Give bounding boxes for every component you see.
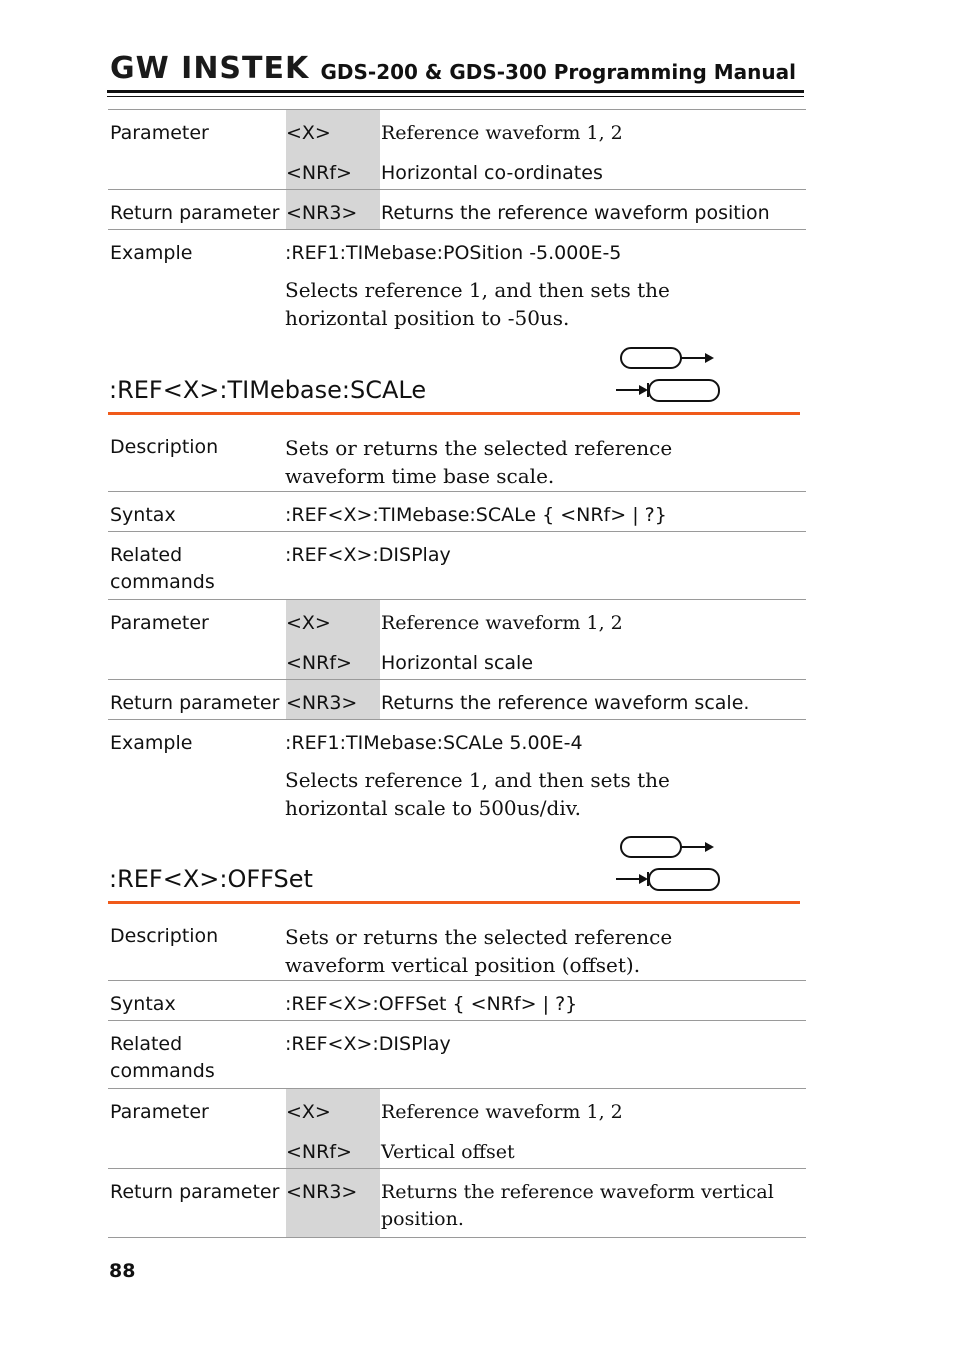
description-label: Description xyxy=(110,925,219,947)
example-description: Selects reference 1, and then sets the horizontal position to -50us. xyxy=(285,278,670,330)
position-command-table xyxy=(108,109,806,340)
parameter-label: Parameter xyxy=(110,122,209,144)
param-desc: Reference waveform 1, 2 xyxy=(381,1101,623,1123)
return-desc: Returns the reference waveform scale. xyxy=(381,692,750,714)
return-label: Return parameter xyxy=(110,692,280,714)
related-row xyxy=(108,532,806,600)
related-label: Related commands xyxy=(110,1033,215,1082)
example-label: Example xyxy=(110,732,193,754)
parameter-row xyxy=(108,1089,806,1169)
param-desc: Reference waveform 1, 2 xyxy=(381,122,623,144)
return-row xyxy=(108,1169,806,1238)
brand-logo: GW INSTEK xyxy=(110,51,310,86)
return-row xyxy=(108,190,806,230)
header-rule-thin xyxy=(107,96,804,97)
syntax-label: Syntax xyxy=(110,504,176,526)
parameter-row xyxy=(108,600,806,680)
syntax-text: :REF<X>:TIMebase:SCALe { <NRf> | ?} xyxy=(285,504,667,526)
syntax-text: :REF<X>:OFFSet { <NRf> | ?} xyxy=(285,993,578,1015)
related-label: Related commands xyxy=(110,544,215,593)
parameter-label: Parameter xyxy=(110,612,209,634)
set-query-icon xyxy=(614,834,720,892)
return-name: <NR3> xyxy=(286,1181,358,1203)
example-label: Example xyxy=(110,242,193,264)
description-row xyxy=(108,913,806,981)
syntax-row xyxy=(108,981,806,1021)
manual-title: GDS-200 & GDS-300 Programming Manual xyxy=(320,60,796,84)
param-name: <NRf> xyxy=(286,652,352,674)
description-row xyxy=(108,424,806,492)
offset-command-table xyxy=(108,913,806,1238)
param-name: <NRf> xyxy=(286,162,352,184)
example-command: :REF1:TIMebase:POSition -5.000E-5 xyxy=(285,242,622,264)
section-rule xyxy=(108,901,800,904)
example-description: Selects reference 1, and then sets the horizontal scale to 500us/div. xyxy=(285,768,670,820)
example-command: :REF1:TIMebase:SCALe 5.00E-4 xyxy=(285,732,583,754)
example-row xyxy=(108,720,806,830)
description-label: Description xyxy=(110,436,219,458)
param-desc: Horizontal scale xyxy=(381,652,534,674)
section-title-offset: :REF<X>:OFFSet xyxy=(109,865,313,893)
param-name: <NRf> xyxy=(286,1141,352,1163)
description-text: Sets or returns the selected reference waveform vertical position (offset). xyxy=(285,925,673,977)
description-text: Sets or returns the selected reference waveform time base scale. xyxy=(285,436,673,488)
page-number: 88 xyxy=(109,1260,136,1282)
section-title-scale: :REF<X>:TIMebase:SCALe xyxy=(109,376,427,404)
related-row xyxy=(108,1021,806,1089)
related-text: :REF<X>:DISPlay xyxy=(285,544,451,566)
syntax-label: Syntax xyxy=(110,993,176,1015)
return-row xyxy=(108,680,806,720)
return-desc: Returns the reference waveform position xyxy=(381,202,770,224)
related-text: :REF<X>:DISPlay xyxy=(285,1033,451,1055)
section-rule xyxy=(108,412,800,415)
parameter-label: Parameter xyxy=(110,1101,209,1123)
header-rule xyxy=(107,90,804,93)
param-desc: Reference waveform 1, 2 xyxy=(381,612,623,634)
scale-command-table xyxy=(108,424,806,830)
syntax-row xyxy=(108,492,806,532)
return-label: Return parameter xyxy=(110,1181,280,1203)
param-desc: Horizontal co-ordinates xyxy=(381,162,603,184)
example-row xyxy=(108,230,806,340)
param-name: <X> xyxy=(286,612,331,634)
param-desc: Vertical offset xyxy=(381,1141,515,1163)
return-desc: Returns the reference waveform vertical position. xyxy=(381,1181,774,1230)
parameter-row xyxy=(108,109,806,190)
param-name: <X> xyxy=(286,1101,331,1123)
return-name: <NR3> xyxy=(286,692,358,714)
return-name: <NR3> xyxy=(286,202,358,224)
set-query-icon xyxy=(614,345,720,403)
param-name: <X> xyxy=(286,122,331,144)
return-label: Return parameter xyxy=(110,202,280,224)
